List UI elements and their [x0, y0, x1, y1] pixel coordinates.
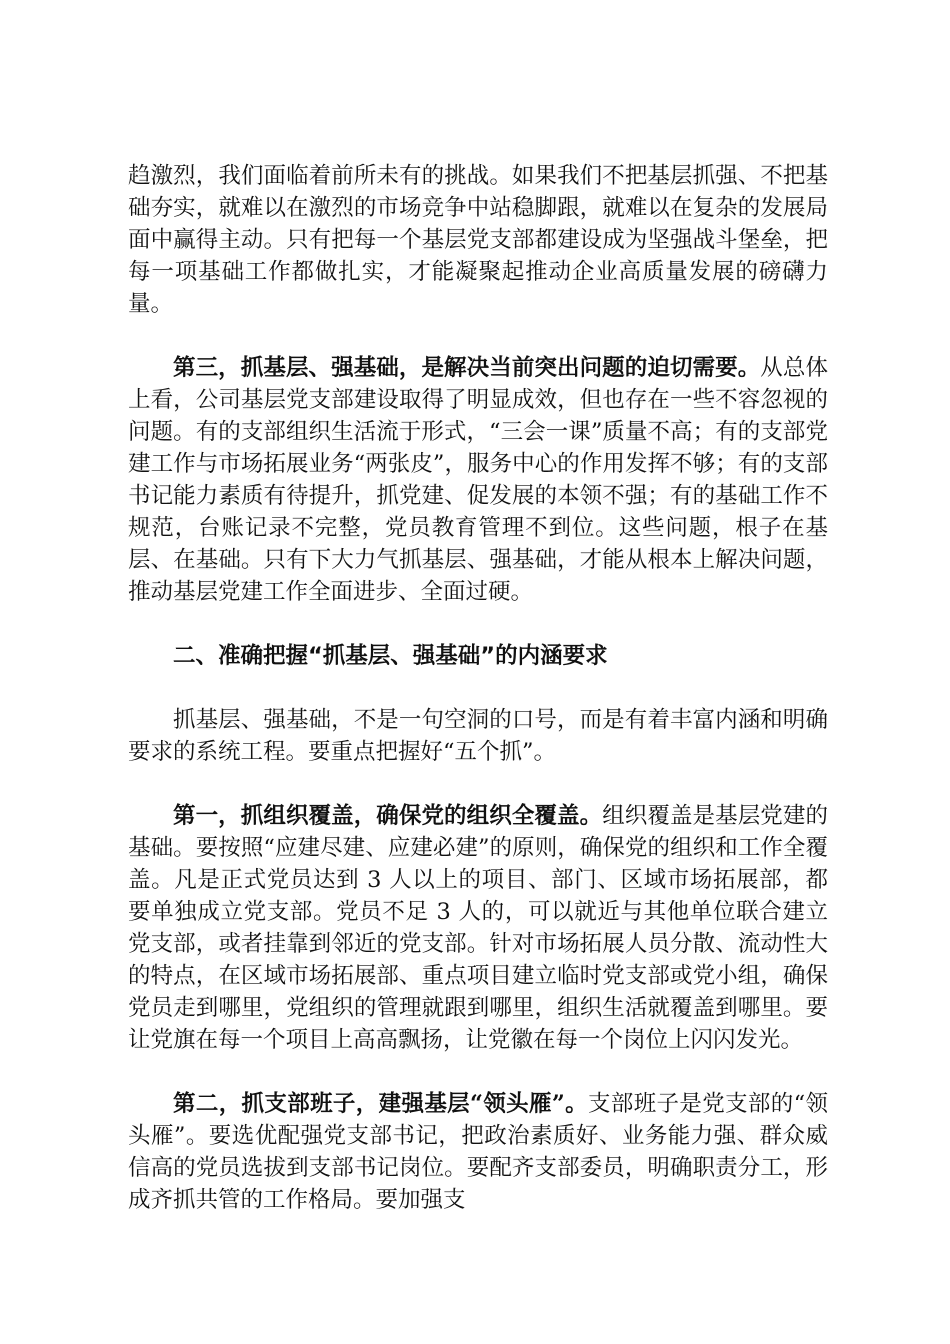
- paragraph-gap: [128, 320, 828, 352]
- paragraph-lead-bold: 第二，抓支部班子，建强基层“领头雁”。: [173, 1091, 588, 1117]
- paragraph-intro: [128, 704, 828, 768]
- paragraph-lead-bold: 第三，抓基层、强基础，是解决当前突出问题的迫切需要。: [173, 355, 761, 381]
- document-page: [128, 160, 828, 1216]
- paragraph-second-point: [128, 1088, 828, 1216]
- paragraph-lead-bold: 第一，抓组织覆盖，确保党的组织全覆盖。: [173, 803, 603, 829]
- paragraph-text: 从总体上看，公司基层党支部建设取得了明显成效，但也存在一些不容忽视的问题。有的支部组织生活流于形式，“三会一课”质量不高；有的支部党建工作与市场拓展业务“两张皮”，服务中心的作用发挥不够；有的支部书记能力素质有待提升，抓党建、促发展的本领不强；有的基础工作不规范，台账记录不完整，党员教育管理不到位。这些问题，根子在基层、在基础。只有下大力气抓基层、强基础，才能从根本上解决问题，推动基层党建工作全面进步、全面过硬。: [128, 355, 828, 605]
- paragraph-third-point: [128, 352, 828, 608]
- paragraph-text: 抓基层、强基础，不是一句空洞的口号，而是有着丰富内涵和明确要求的系统工程。要重点把握好“五个抓”。: [128, 707, 828, 765]
- section-heading-text: 二、准确把握“抓基层、强基础”的内涵要求: [173, 643, 608, 669]
- section-heading: [128, 640, 828, 672]
- paragraph-text: 组织覆盖是基层党建的基础。要按照“应建尽建、应建必建”的原则，确保党的组织和工作全覆盖。凡是正式党员达到 3 人以上的项目、部门、区域市场拓展部，都要单独成立党支部。党员不足 3 人的，可以就近与其他单位联合建立党支部，或者挂靠到邻近的党支部。针对市场拓展人员分散、流动性大的特点，在区域市场拓展部、重点项目建立临时党支部或党小组，确保党员走到哪里，党组织的管理就跟到哪里，组织生活就覆盖到哪里。要让党旗在每一个项目上高高飘扬，让党徽在每一个岗位上闪闪发光。: [128, 803, 828, 1053]
- paragraph-gap: [128, 1056, 828, 1088]
- paragraph-gap: [128, 608, 828, 640]
- paragraph-first-point: [128, 800, 828, 1056]
- paragraph-text: 趋激烈，我们面临着前所未有的挑战。如果我们不把基层抓强、不把基础夯实，就难以在激烈的市场竞争中站稳脚跟，就难以在复杂的发展局面中赢得主动。只有把每一个基层党支部都建设成为坚强战斗堡垒，把每一项基础工作都做扎实，才能凝聚起推动企业高质量发展的磅礴力量。: [128, 163, 828, 317]
- paragraph-gap: [128, 768, 828, 800]
- paragraph-continuation: [128, 160, 828, 320]
- paragraph-gap: [128, 672, 828, 704]
- paragraph-text: 支部班子是党支部的“领头雁”。要选优配强党支部书记，把政治素质好、业务能力强、群众威信高的党员选拔到支部书记岗位。要配齐支部委员，明确职责分工，形成齐抓共管的工作格局。要加强支: [128, 1091, 828, 1213]
